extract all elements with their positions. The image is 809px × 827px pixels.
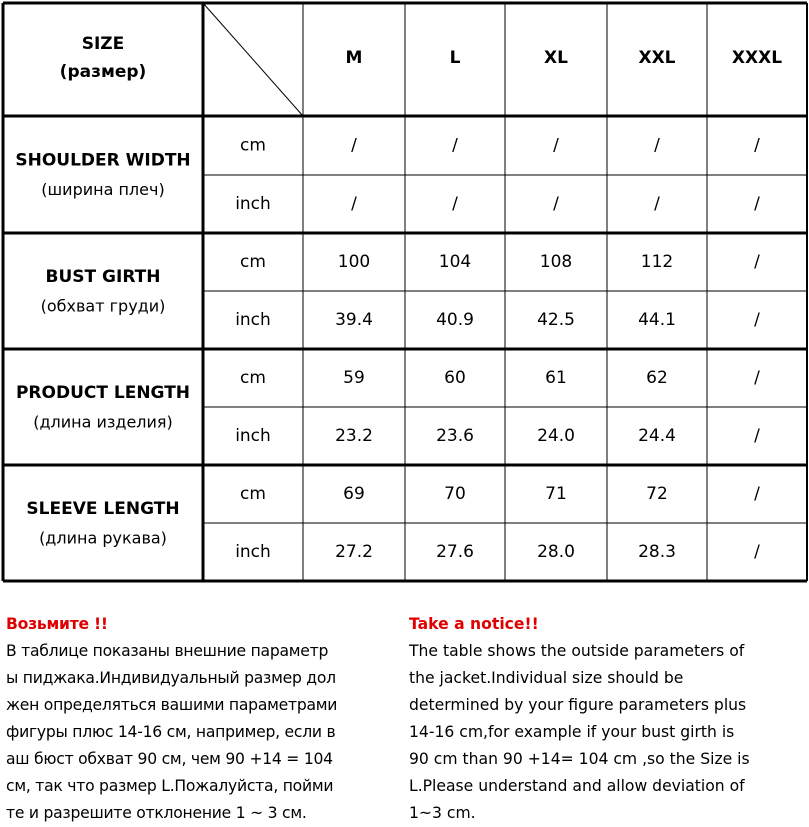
table-cell-inch: 28.3: [638, 542, 676, 562]
size-header-l: L: [449, 48, 461, 68]
table-cell-inch: 40.9: [436, 310, 474, 330]
notice-russian-title: Возьмите !!: [6, 615, 108, 633]
table-cell-inch: 24.0: [537, 426, 575, 446]
table-cell-cm: /: [754, 368, 760, 388]
unit-inch: inch: [235, 426, 271, 446]
table-cell-cm: 104: [438, 252, 472, 272]
table-cell-inch: /: [654, 194, 660, 214]
table-cell-inch: /: [553, 194, 559, 214]
table-cell-inch: 44.1: [638, 310, 676, 330]
table-cell-inch: 23.2: [335, 426, 373, 446]
size-header-title: SIZE: [81, 34, 125, 54]
size-header-xxxl: XXXL: [731, 48, 783, 68]
measurement-name: BUST GIRTH: [45, 267, 161, 287]
table-labels: [15, 34, 782, 562]
measurement-name-ru: (длина изделия): [33, 412, 173, 432]
measurement-name-ru: (обхват груди): [40, 296, 166, 316]
table-cell-inch: /: [754, 194, 760, 214]
notice-russian-text: В таблице показаны внешние параметр ы пиджака.Индивидуальный размер дол жен определяться вашими параметрами фигуры плюс 14-16 см, например, если в аш бюст обхват 90 см, чем 90 +14 = 104 см, так что размер L.Пожалуйста, пойми те и разрешите отклонение 1 ~ 3 см.: [6, 642, 338, 822]
unit-cm: cm: [240, 135, 266, 156]
table-cell-inch: 24.4: [638, 426, 676, 446]
table-cell-cm: /: [754, 484, 760, 504]
measurement-name: SHOULDER WIDTH: [15, 150, 191, 171]
unit-cm: cm: [240, 368, 266, 388]
table-cell-cm: /: [654, 135, 660, 156]
header-diagonal: [203, 3, 303, 116]
notice-russian: [6, 584, 406, 827]
table-cell-cm: /: [351, 135, 357, 156]
table-cell-inch: 23.6: [436, 426, 474, 446]
table-cell-cm: 108: [539, 252, 573, 272]
table-cell-inch: /: [754, 542, 760, 562]
table-cell-cm: 100: [337, 252, 371, 272]
table-cell-inch: /: [754, 426, 760, 446]
size-header-xxl: XXL: [638, 48, 676, 68]
table-cell-inch: 39.4: [335, 310, 373, 330]
table-cell-cm: 71: [545, 484, 567, 504]
measurement-name-ru: (ширина плеч): [41, 180, 165, 199]
table-grid: [3, 3, 807, 581]
table-cell-cm: /: [553, 135, 559, 156]
unit-inch: inch: [235, 194, 271, 214]
table-cell-cm: /: [452, 135, 458, 156]
table-cell-inch: 27.2: [335, 542, 373, 562]
size-header-xl: XL: [544, 48, 568, 68]
table-cell-cm: /: [754, 135, 760, 156]
measurement-name-ru: (длина рукава): [39, 528, 167, 548]
table-cell-inch: 27.6: [436, 542, 474, 562]
table-cell-cm: 70: [444, 484, 466, 504]
unit-cm: cm: [240, 252, 266, 272]
table-cell-cm: 61: [545, 368, 567, 388]
table-cell-cm: 59: [343, 368, 365, 388]
table-cell-inch: /: [351, 194, 357, 214]
table-cell-cm: 69: [343, 484, 365, 504]
table-cell-inch: 28.0: [537, 542, 575, 562]
size-header-subtitle: (размер): [59, 62, 147, 82]
size-header-m: M: [345, 48, 363, 68]
table-cell-inch: /: [754, 310, 760, 330]
measurement-name: PRODUCT LENGTH: [15, 383, 191, 403]
measurement-name: SLEEVE LENGTH: [26, 499, 180, 519]
table-cell-cm: 112: [640, 252, 674, 272]
table-cell-cm: /: [754, 252, 760, 272]
table-cell-cm: 72: [646, 484, 668, 504]
notice-section: [0, 584, 809, 822]
notice-english-text: The table shows the outside parameters of the jacket.Individual size should be determined by your figure parameters plus 14-16 cm,for example if your bust girth is 90 cm than 90 +14= 104 cm ,so the Size is L.Please understand and allow deviation of 1~3 cm.: [409, 642, 750, 822]
unit-inch: inch: [235, 542, 271, 562]
table-cell-inch: /: [452, 194, 458, 214]
notice-english: [409, 584, 807, 827]
table-cell-inch: 42.5: [537, 310, 575, 330]
table-cell-cm: 62: [646, 368, 668, 388]
unit-inch: inch: [235, 310, 271, 330]
table-cell-cm: 60: [444, 368, 466, 388]
unit-cm: cm: [240, 484, 266, 504]
notice-english-title: Take a notice!!: [409, 615, 539, 633]
